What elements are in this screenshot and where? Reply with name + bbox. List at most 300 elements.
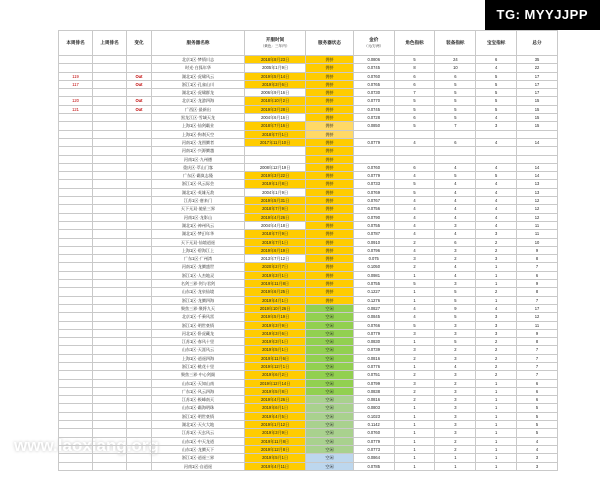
cell-server-status: 拥挤: [306, 205, 354, 213]
cell-last-rank: [93, 172, 127, 180]
cell-open-time: 2019年11月8日: [244, 280, 305, 288]
table-row[interactable]: [59, 246, 558, 254]
cell-server-status: 拥挤: [306, 271, 354, 279]
cell-server-name: 山东1区·天涯风云: [151, 346, 244, 354]
cell-change: [127, 130, 152, 138]
col-header-total: 总分: [517, 31, 558, 56]
cell-role-index: 2: [394, 238, 435, 246]
server-ranking-table: [58, 30, 558, 471]
cell-gold-price: 0.0773: [353, 445, 394, 453]
cell-role-index: 6: [394, 80, 435, 88]
cell-equip-index: 9: [435, 304, 476, 312]
cell-current-rank: [59, 221, 93, 229]
cell-open-time: 2019年12月1日: [244, 362, 305, 370]
cell-change: [127, 172, 152, 180]
col-header-open-time-main: 开服时间: [265, 37, 285, 42]
cell-total-score: 12: [517, 213, 558, 221]
table-row[interactable]: [59, 188, 558, 196]
cell-change: [127, 188, 152, 196]
cell-role-index: 5: [394, 280, 435, 288]
cell-current-rank: [59, 246, 93, 254]
cell-pet-index: 4: [476, 64, 517, 72]
cell-current-rank: [59, 271, 93, 279]
cell-server-name: 天下无双·驰星三界: [151, 205, 244, 213]
cell-total-score: 17: [517, 89, 558, 97]
cell-role-index: 5: [394, 56, 435, 64]
cell-server-status: 空闲: [306, 445, 354, 453]
cell-pet-index: 5: [476, 97, 517, 105]
cell-current-rank: [59, 188, 93, 196]
cell-last-rank: [93, 180, 127, 188]
cell-equip-index: 7: [435, 122, 476, 130]
cell-equip-index: 3: [435, 321, 476, 329]
col-header-gold-price-main: 金价: [369, 37, 379, 42]
cell-last-rank: [93, 338, 127, 346]
cell-open-time: 2019年6月2日: [244, 371, 305, 379]
cell-open-time: 2006年9月16日: [244, 89, 305, 97]
table-row[interactable]: [59, 288, 558, 296]
cell-role-index: 4: [394, 138, 435, 146]
cell-open-time: 2019年4月1日: [244, 296, 305, 304]
cell-open-time: 2019年3月22日: [244, 172, 305, 180]
cell-server-name: 江苏1区·极峰南天: [151, 396, 244, 404]
cell-open-time: 2005年1月9日: [244, 64, 305, 72]
cell-role-index: 6: [394, 163, 435, 171]
table-row[interactable]: [59, 138, 558, 146]
cell-gold-price: 0.0779: [353, 437, 394, 445]
cell-last-rank: [93, 362, 127, 370]
cell-server-name: 浙江1区·人杰地灵: [151, 271, 244, 279]
table-row[interactable]: [59, 396, 558, 404]
cell-role-index: 1: [394, 462, 435, 470]
table-row[interactable]: [59, 412, 558, 420]
cell-equip-index: 6: [435, 138, 476, 146]
cell-current-rank: [59, 263, 93, 271]
cell-server-status: 拥挤: [306, 221, 354, 229]
table-row[interactable]: [59, 130, 558, 138]
cell-pet-index: 4: [476, 221, 517, 229]
cell-server-name: 山东1区·龙泉仙境: [151, 288, 244, 296]
cell-last-rank: [93, 313, 127, 321]
cell-current-rank: [59, 163, 93, 171]
cell-gold-price: 0.0760: [353, 429, 394, 437]
cell-open-time: 2018年7月1日: [244, 130, 305, 138]
table-row[interactable]: [59, 313, 558, 321]
table-row[interactable]: [59, 56, 558, 64]
table-row[interactable]: [59, 329, 558, 337]
cell-gold-price: 0.0845: [353, 313, 394, 321]
cell-current-rank: [59, 387, 93, 395]
cell-change: [127, 147, 152, 155]
table-row[interactable]: [59, 371, 558, 379]
cell-server-status: 拥挤: [306, 180, 354, 188]
cell-last-rank: [93, 288, 127, 296]
cell-total-score: 9: [517, 329, 558, 337]
table-row[interactable]: [59, 454, 558, 462]
cell-server-status: 拥挤: [306, 163, 354, 171]
cell-gold-price: [353, 130, 394, 138]
cell-server-name: 山东1区·霸海明珠: [151, 404, 244, 412]
cell-change: [127, 354, 152, 362]
cell-gold-price: 0.0816: [353, 354, 394, 362]
cell-gold-price: 0.0739: [353, 346, 394, 354]
cell-server-status: 空闲: [306, 437, 354, 445]
table-row[interactable]: [59, 346, 558, 354]
table-row[interactable]: [59, 362, 558, 370]
cell-role-index: 1: [394, 412, 435, 420]
cell-last-rank: [93, 138, 127, 146]
cell-open-time: 2018年7月9日: [244, 230, 305, 238]
table-row[interactable]: [59, 105, 558, 113]
cell-server-name: 湖北1区·虎啸风云: [151, 72, 244, 80]
cell-total-score: 7: [517, 362, 558, 370]
cell-equip-index: 3: [435, 221, 476, 229]
cell-pet-index: 1: [476, 280, 517, 288]
cell-total-score: 14: [517, 138, 558, 146]
cell-change: [127, 445, 152, 453]
cell-total-score: 12: [517, 205, 558, 213]
cell-gold-price: 0.1023: [353, 412, 394, 420]
table-row[interactable]: [59, 354, 558, 362]
cell-server-name: 山东1区·中天龙道: [151, 437, 244, 445]
cell-gold-price: 0.1050: [353, 263, 394, 271]
table-row[interactable]: [59, 338, 558, 346]
cell-server-name: 河北1区·卧虎藏龙: [151, 329, 244, 337]
cell-current-rank: [59, 155, 93, 163]
table-row[interactable]: [59, 230, 558, 238]
cell-server-name: 上海1区·逍遥四海: [151, 354, 244, 362]
cell-pet-index: 1: [476, 271, 517, 279]
table-row[interactable]: [59, 64, 558, 72]
cell-open-time: 2019年3月1日: [244, 271, 305, 279]
cell-server-status: 拥挤: [306, 114, 354, 122]
table-row[interactable]: [59, 114, 558, 122]
cell-change: [127, 396, 152, 404]
cell-last-rank: [93, 296, 127, 304]
cell-gold-price: 0.0838: [353, 387, 394, 395]
cell-equip-index: 6: [435, 238, 476, 246]
cell-open-time: 2019年5月1日: [244, 346, 305, 354]
cell-role-index: 1: [394, 454, 435, 462]
cell-last-rank: [93, 429, 127, 437]
cell-open-time: 2019年5月8日: [244, 387, 305, 395]
cell-last-rank: [93, 197, 127, 205]
table-row[interactable]: [59, 445, 558, 453]
cell-server-name: 上海1区·狗刹天空: [151, 130, 244, 138]
cell-gold-price: 0.0785: [353, 462, 394, 470]
table-row[interactable]: [59, 255, 558, 263]
cell-server-status: 空闲: [306, 429, 354, 437]
cell-equip-index: 4: [435, 197, 476, 205]
cell-change: [127, 255, 152, 263]
cell-role-index: 1: [394, 271, 435, 279]
table-row[interactable]: [59, 421, 558, 429]
cell-role-index: 1: [394, 421, 435, 429]
cell-server-status: 空闲: [306, 421, 354, 429]
cell-pet-index: 2: [476, 288, 517, 296]
cell-server-name: 河南1区·龙腾盛世: [151, 263, 244, 271]
cell-open-time: 2004年1月9日: [244, 188, 305, 196]
cell-last-rank: [93, 122, 127, 130]
cell-current-rank: 120: [59, 97, 93, 105]
cell-server-name: 河南1区·九州德: [151, 155, 244, 163]
cell-change: Out: [127, 72, 152, 80]
table-row[interactable]: [59, 304, 558, 312]
cell-server-name: 山东1区·天知山南: [151, 379, 244, 387]
cell-equip-index: 5: [435, 105, 476, 113]
cell-last-rank: [93, 56, 127, 64]
cell-pet-index: 1: [476, 387, 517, 395]
cell-server-name: 天下无双·仙境逍遥: [151, 238, 244, 246]
cell-open-time: 2019年3月1日: [244, 338, 305, 346]
cell-total-score: 22: [517, 64, 558, 72]
cell-server-name: 浙江1区·桃花十里: [151, 362, 244, 370]
cell-total-score: 6: [517, 379, 558, 387]
table-row[interactable]: [59, 180, 558, 188]
cell-total-score: 13: [517, 180, 558, 188]
col-header-equip-index: 装备指标: [435, 31, 476, 56]
table-row[interactable]: [59, 429, 558, 437]
table-row[interactable]: [59, 238, 558, 246]
cell-server-status: 拥挤: [306, 288, 354, 296]
cell-gold-price: 0.0766: [353, 321, 394, 329]
cell-gold-price: 0.0799: [353, 379, 394, 387]
cell-total-score: 5: [517, 421, 558, 429]
cell-total-score: 14: [517, 163, 558, 171]
cell-pet-index: 2: [476, 362, 517, 370]
cell-server-name: 浙江1区·风云际会: [151, 180, 244, 188]
cell-last-rank: [93, 72, 127, 80]
cell-equip-index: 4: [435, 230, 476, 238]
cell-role-index: 3: [394, 379, 435, 387]
cell-change: [127, 114, 152, 122]
cell-pet-index: 1: [476, 404, 517, 412]
cell-change: [127, 205, 152, 213]
cell-last-rank: [93, 280, 127, 288]
table-row[interactable]: [59, 387, 558, 395]
cell-pet-index: 3: [476, 230, 517, 238]
cell-last-rank: [93, 379, 127, 387]
table-row[interactable]: [59, 80, 558, 88]
cell-current-rank: [59, 197, 93, 205]
cell-server-status: 空闲: [306, 412, 354, 420]
table-row[interactable]: [59, 163, 558, 171]
table-row[interactable]: [59, 462, 558, 470]
table-row[interactable]: [59, 271, 558, 279]
cell-open-time: 2019年5月19日: [244, 313, 305, 321]
col-header-open-time: [244, 31, 305, 56]
table-row[interactable]: [59, 147, 558, 155]
cell-open-time: 2018年10月2日: [244, 97, 305, 105]
table-row[interactable]: [59, 221, 558, 229]
cell-server-status: 拥挤: [306, 56, 354, 64]
table-row[interactable]: [59, 296, 558, 304]
cell-server-name: 聚焦三界·中心剑阁: [151, 371, 244, 379]
cell-gold-price: 0.0756: [353, 205, 394, 213]
cell-server-name: 江苏1区·唐来门: [151, 197, 244, 205]
watermark-label: www.laoxiang.org: [14, 436, 159, 455]
col-header-change: 变化: [127, 31, 152, 56]
cell-pet-index: 5: [476, 72, 517, 80]
cell-current-rank: [59, 172, 93, 180]
cell-gold-price: 0.0803: [353, 404, 394, 412]
cell-current-rank: 117: [59, 80, 93, 88]
cell-gold-price: 0.0864: [353, 454, 394, 462]
cell-current-rank: 119: [59, 72, 93, 80]
cell-total-score: [517, 147, 558, 155]
cell-last-rank: [93, 188, 127, 196]
cell-current-rank: [59, 138, 93, 146]
cell-change: [127, 180, 152, 188]
cell-server-status: 拥挤: [306, 72, 354, 80]
cell-role-index: 1: [394, 338, 435, 346]
cell-server-status: 拥挤: [306, 105, 354, 113]
table-row[interactable]: [59, 172, 558, 180]
cell-total-score: 4: [517, 437, 558, 445]
cell-gold-price: 0.0728: [353, 114, 394, 122]
cell-change: [127, 213, 152, 221]
col-header-last-rank: 上周排名: [93, 31, 127, 56]
cell-change: [127, 263, 152, 271]
cell-last-rank: [93, 304, 127, 312]
cell-pet-index: 3: [476, 255, 517, 263]
cell-open-time: 2018年7月9日: [244, 205, 305, 213]
cell-current-rank: [59, 371, 93, 379]
table-row[interactable]: [59, 72, 558, 80]
cell-role-index: 4: [394, 172, 435, 180]
cell-current-rank: [59, 64, 93, 72]
cell-server-status: 拥挤: [306, 197, 354, 205]
cell-gold-price: 0.0806: [353, 56, 394, 64]
cell-server-status: 拥挤: [306, 280, 354, 288]
cell-open-time: 2019年10月26日: [244, 304, 305, 312]
cell-pet-index: 4: [476, 205, 517, 213]
cell-total-score: 6: [517, 387, 558, 395]
cell-change: [127, 238, 152, 246]
cell-total-score: 7: [517, 263, 558, 271]
cell-server-status: 拥挤: [306, 138, 354, 146]
table-row[interactable]: [59, 404, 558, 412]
table-row[interactable]: [59, 197, 558, 205]
cell-current-rank: [59, 213, 93, 221]
cell-total-score: [517, 130, 558, 138]
cell-change: [127, 404, 152, 412]
cell-role-index: 4: [394, 313, 435, 321]
cell-role-index: 4: [394, 213, 435, 221]
table-row[interactable]: [59, 263, 558, 271]
cell-open-time: 2019年3月9日: [244, 429, 305, 437]
cell-pet-index: 1: [476, 379, 517, 387]
cell-change: [127, 437, 152, 445]
cell-open-time: 2004年6月16日: [244, 114, 305, 122]
cell-last-rank: [93, 147, 127, 155]
cell-open-time: 2019年4月11日: [244, 462, 305, 470]
cell-last-rank: [93, 462, 127, 470]
table-row[interactable]: [59, 321, 558, 329]
telegram-badge: TG: MYYJJPP: [485, 0, 600, 30]
cell-last-rank: [93, 263, 127, 271]
cell-change: [127, 329, 152, 337]
cell-role-index: 5: [394, 188, 435, 196]
cell-equip-index: 3: [435, 387, 476, 395]
cell-total-score: 8: [517, 288, 558, 296]
table-row[interactable]: [59, 280, 558, 288]
cell-equip-index: 3: [435, 412, 476, 420]
cell-server-name: 聚焦三界·聚将九天: [151, 304, 244, 312]
cell-current-rank: [59, 288, 93, 296]
table-row[interactable]: [59, 437, 558, 445]
cell-gold-price: 0.0745: [353, 105, 394, 113]
col-header-gold-price-unit: （元/万两）: [364, 44, 384, 48]
cell-role-index: 1: [394, 296, 435, 304]
cell-server-status: 拥挤: [306, 97, 354, 105]
cell-pet-index: 2: [476, 354, 517, 362]
table-row[interactable]: [59, 213, 558, 221]
cell-total-score: 5: [517, 412, 558, 420]
cell-pet-index: 1: [476, 437, 517, 445]
cell-change: [127, 429, 152, 437]
cell-open-time: 2019年6月19日: [244, 246, 305, 254]
table-row[interactable]: [59, 122, 558, 130]
cell-current-rank: [59, 56, 93, 64]
cell-server-status: 拥挤: [306, 89, 354, 97]
cell-last-rank: [93, 130, 127, 138]
cell-total-score: 12: [517, 313, 558, 321]
cell-open-time: [244, 147, 305, 155]
cell-gold-price: 0.0751: [353, 371, 394, 379]
cell-gold-price: 0.0760: [353, 163, 394, 171]
cell-change: [127, 387, 152, 395]
cell-server-status: 空闲: [306, 313, 354, 321]
cell-total-score: 14: [517, 172, 558, 180]
table-row[interactable]: [59, 205, 558, 213]
cell-current-rank: [59, 437, 93, 445]
cell-last-rank: [93, 371, 127, 379]
cell-gold-price: 0.0755: [353, 221, 394, 229]
cell-equip-index: 4: [435, 213, 476, 221]
cell-pet-index: [476, 130, 517, 138]
cell-total-score: 9: [517, 246, 558, 254]
cell-equip-index: 4: [435, 188, 476, 196]
cell-equip-index: 3: [435, 280, 476, 288]
table-row[interactable]: [59, 379, 558, 387]
cell-server-name: 重庆区·萃山门客: [151, 163, 244, 171]
cell-server-name: 湖北1区·神州风云: [151, 221, 244, 229]
cell-total-score: 15: [517, 114, 558, 122]
cell-change: [127, 122, 152, 130]
cell-server-status: 拥挤: [306, 80, 354, 88]
cell-last-rank: [93, 105, 127, 113]
cell-last-rank: [93, 437, 127, 445]
cell-gold-price: 0.0760: [353, 72, 394, 80]
cell-server-name: 名剑三界·剑与君剑: [151, 280, 244, 288]
cell-server-status: 拥挤: [306, 263, 354, 271]
cell-server-name: 河南1区·兴源腾越: [151, 147, 244, 155]
table-row[interactable]: [59, 155, 558, 163]
cell-open-time: 2018年8月23日: [244, 56, 305, 64]
cell-pet-index: 4: [476, 213, 517, 221]
cell-change: [127, 197, 152, 205]
table-row[interactable]: [59, 97, 558, 105]
cell-role-index: 5: [394, 180, 435, 188]
cell-server-name: 北京1区·千乘风雷: [151, 313, 244, 321]
cell-gold-price: 0.0767: [353, 197, 394, 205]
cell-current-rank: [59, 255, 93, 263]
col-header-server-name: 服务器名称: [151, 31, 244, 56]
cell-change: [127, 138, 152, 146]
cell-server-name: 湖北1区·梦幻年华: [151, 230, 244, 238]
table-row[interactable]: [59, 89, 558, 97]
